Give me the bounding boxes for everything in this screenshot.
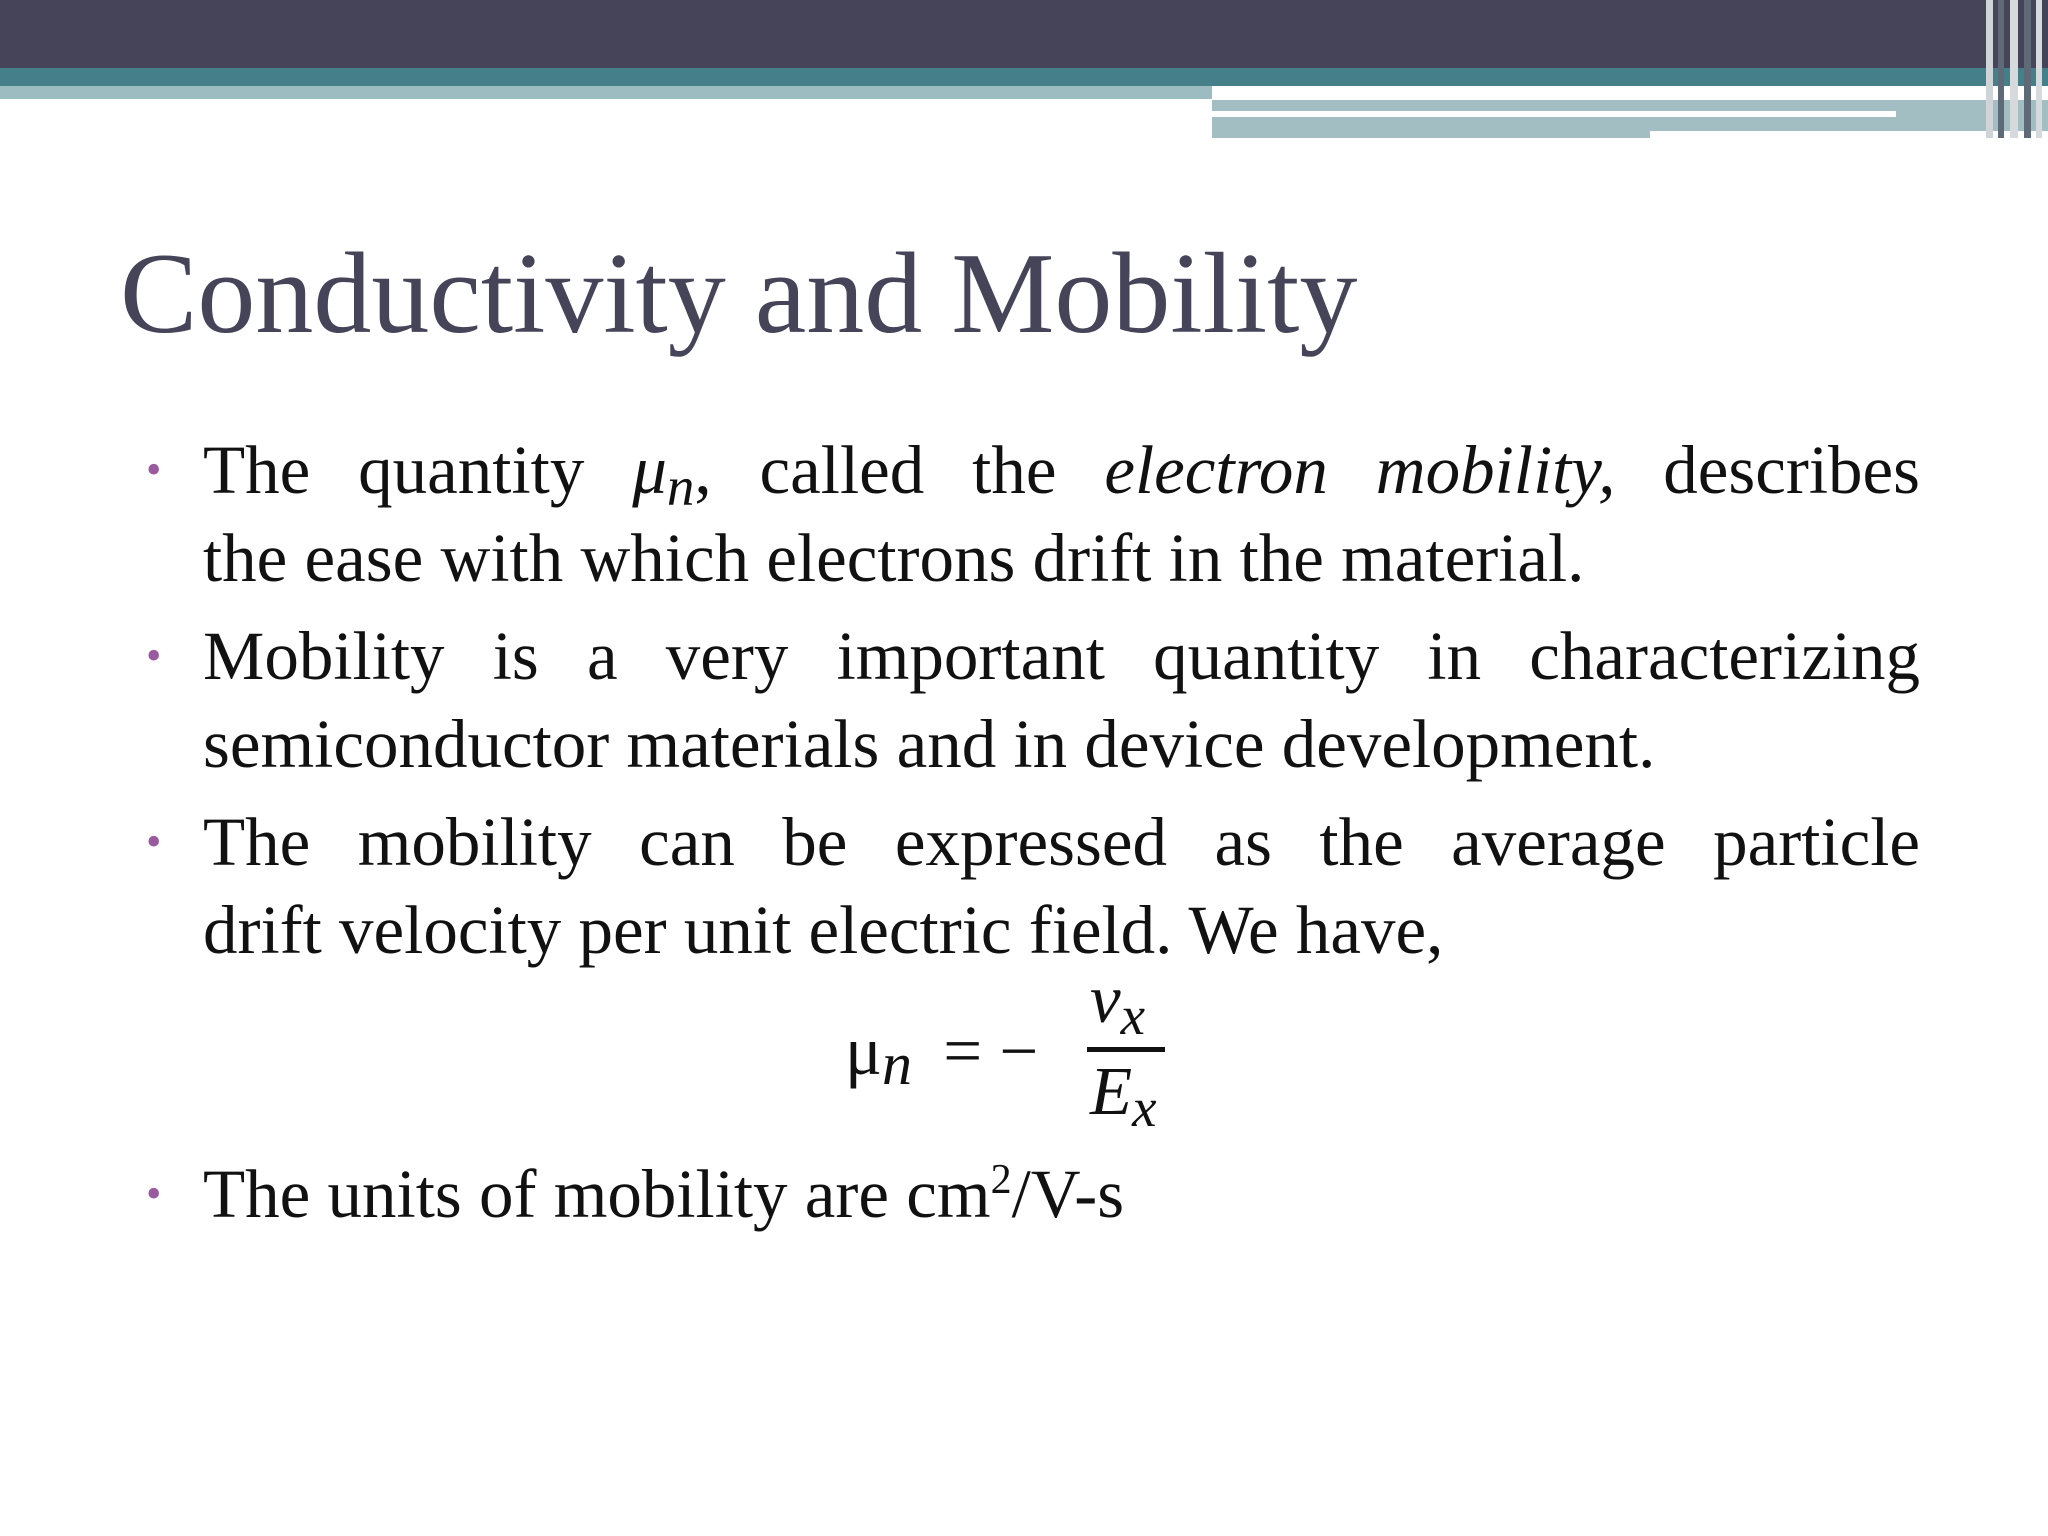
header-accent-stripe xyxy=(0,68,2048,86)
fraction-bar xyxy=(1087,1047,1165,1052)
header-vertical-bar xyxy=(1998,0,2004,138)
equation-numerator: vx xyxy=(1090,961,1146,1046)
mu-n-symbol: μn, xyxy=(632,432,712,517)
bullet-2-line-1: Mobility is a very important quantity in characterizing xyxy=(203,618,1920,694)
header-vertical-bar xyxy=(1986,0,1993,138)
bullet-1-line-1: The quantity μn, called the electron mobility, describes xyxy=(203,432,1920,517)
header-divider-line xyxy=(1212,111,1896,117)
header-band xyxy=(0,0,2048,68)
slide-title: Conductivity and Mobility xyxy=(120,230,1358,358)
bullet-4-line-1: The units of mobility are $cm^2/V-s$ xyxy=(203,1156,1125,1232)
bullet-1-line-2: the ease with which electrons drift in the material. xyxy=(203,520,1585,596)
bullet-marker: • xyxy=(146,1169,162,1218)
equation-lhs: μn = − xyxy=(845,1013,1039,1097)
bullet-3-line-2: drift velocity per unit electric field. We have, xyxy=(203,892,1444,968)
header-vertical-bar xyxy=(2024,0,2031,138)
bullet-marker: • xyxy=(146,445,162,494)
units-superscript: 2 xyxy=(990,1157,1012,1203)
bullet-2-line-2: semiconductor materials and in device development. xyxy=(203,706,1656,782)
bullet-3-line-1: The mobility can be expressed as the average particle xyxy=(203,804,1920,880)
emphasis-term: electron mobility, xyxy=(1104,432,1616,508)
header-thin-stripe xyxy=(0,86,1212,99)
equation-denominator: Ex xyxy=(1090,1053,1157,1138)
mobility-equation xyxy=(845,961,1175,1140)
header-vertical-bar xyxy=(2010,0,2018,138)
bullet-marker: • xyxy=(146,817,162,866)
bullet-marker: • xyxy=(146,631,162,680)
header-vertical-bar xyxy=(2036,0,2042,138)
